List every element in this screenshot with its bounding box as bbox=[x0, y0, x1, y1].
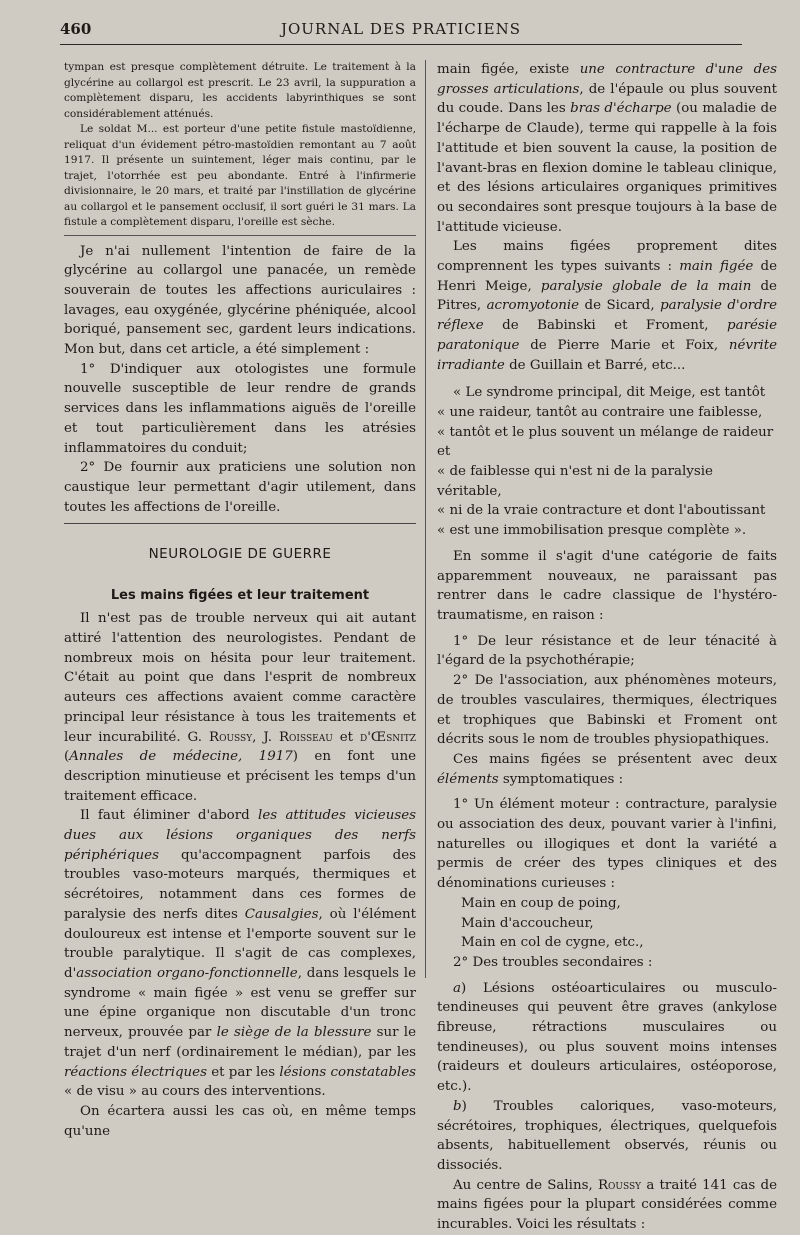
body-paragraph: b) Troubles caloriques, vaso-moteurs, sécrétoires, trophiques, électriques, quelquefois absents, habituellement observés, réunis ou dissociés. bbox=[437, 1098, 777, 1173]
column-divider bbox=[425, 60, 426, 978]
body-paragraph: En somme il s'agit d'une catégorie de faits apparemment nouveaux, ne paraissant pas rentrer dans le cadre classique de l'hystéro-traumatisme, en raison : bbox=[437, 548, 777, 623]
body-paragraph: Au centre de Salins, Roussy a traité 141 cas de mains figées pour la plupart considérées comme incurables. Voici les résultats : bbox=[437, 1177, 778, 1233]
list-item: Main d'accoucheur, bbox=[461, 915, 594, 931]
quote-line: « tantôt et le plus souvent un mélange de raideur et bbox=[437, 424, 774, 460]
case-paragraph-2: Le soldat M... est porteur d'une petite fistule mastoïdienne, reliquat d'un évidement pétro-mastoïdien remontant au 7 août 1917. Il présente un suintement, léger mais continu, par le trajet, l'otorrhée est peu abondante. Entré à l'infirmerie divisionnaire, le 20 mars, et traité par l'instillation de glycérine au collargol et le pansement occlusif, il sort guéri le 31 mars. La fistule a complètement disparu, l'oreille est sèche. bbox=[64, 123, 416, 228]
case-paragraph-1: tympan est presque complètement détruite. Le traitement à la glycérine au collargol est prescrit. Le 23 avril, la suppuration a complètement disparu, les accidents labyrinthiques se sont considérablement atténués. bbox=[64, 61, 416, 120]
list-item: Main en coup de poing, bbox=[461, 895, 621, 911]
section-rule bbox=[64, 523, 416, 524]
body-paragraph: 1° Un élément moteur : contracture, paralysie ou association des deux, pouvant varier à l'infini, naturelles ou illogiques et dont la variété a permis de créer des types cliniques et des dénominations curieuses : bbox=[437, 797, 777, 892]
body-paragraph: Ces mains figées se présentent avec deux éléments symptomatiques : bbox=[437, 751, 777, 787]
right-column bbox=[437, 60, 777, 1235]
body-paragraph: 2° Des troubles secondaires : bbox=[453, 954, 653, 970]
list-item: Main en col de cygne, etc., bbox=[461, 935, 644, 951]
section-title: NEUROLOGIE DE GUERRE bbox=[148, 546, 332, 563]
page-number: 460 bbox=[60, 20, 92, 38]
body-paragraph: Il faut éliminer d'abord les attitudes vicieuses dues aux lésions organiques des nerfs périphériques qu'accompagnent parfois des troubles vaso-moteurs marqués, thermiques et sécrétoires, notamment dans ces formes de paralysie des nerfs dites Causalgies, où l'élément douloureux est intense et l'emporte souvent sur le trouble paralytique. Il s'agit de cas complexes, d'association organo-fonctionnelle, dans lesquels le syndrome « main figée » est venu se greffer sur une épine organique non discutable d'un tronc nerveux, prouvée par le siège de la blessure sur le trajet d'un nerf (ordinairement le médian), par les réactions électriques et par les lésions constatables « de visu » au cours des interventions. bbox=[64, 808, 417, 1100]
body-paragraph: Je n'ai nullement l'intention de faire de la glycérine au collargol une panacée, un remède souverain de toutes les affections auriculaires : lavages, eau oxygénée, glycérine phéniquée, alcool boriqué, pansement sec, gardent leurs indications. Mon but, dans cet article, a été simplement : bbox=[64, 243, 416, 358]
article-title: Les mains figées et leur traitement bbox=[110, 588, 370, 604]
meige-quote bbox=[437, 383, 777, 541]
quote-line: « Le syndrome principal, dit Meige, est tantôt bbox=[453, 385, 766, 401]
small-text-separator bbox=[64, 235, 416, 236]
page-header bbox=[60, 18, 742, 45]
body-paragraph: 1° De leur résistance et de leur ténacité à l'égard de la psychothérapie; bbox=[437, 633, 777, 669]
quote-line: « de faiblesse qui n'est ni de la paralysie véritable, bbox=[437, 464, 713, 499]
quote-line: « ni de la vraie contracture et dont l'aboutissant bbox=[437, 503, 766, 519]
left-column bbox=[64, 60, 416, 1141]
body-paragraph: 1° D'indiquer aux otologistes une formule nouvelle susceptible de leur rendre de grands services dans les inflammations aiguës de l'oreille et tout particulièrement dans les atrésies inflammatoires du conduit; bbox=[64, 361, 416, 456]
body-paragraph: On écartera aussi les cas où, en même temps qu'une bbox=[64, 1103, 416, 1139]
quote-line: « est une immobilisation presque complète ». bbox=[437, 523, 747, 539]
body-paragraph: a) Lésions ostéoarticulaires ou musculo-tendineuses qui peuvent être graves (ankylose fibreuse, rétractions musculaires ou tendineuses), ou plus souvent moins intenses (raideurs et douleurs articulaires, ostéoporose, etc.). bbox=[437, 980, 777, 1095]
body-paragraph: 2° De fournir aux praticiens une solution non caustique leur permettant d'agir utilement, dans toutes les affections de l'oreille. bbox=[64, 460, 416, 515]
journal-title: JOURNAL DES PRATICIENS bbox=[280, 20, 522, 38]
body-paragraph: Il n'est pas de trouble nerveux qui ait autant attiré l'attention des neurologistes. Pendant de nombreux mois on hésita pour leur traitement. C'était au point que dans l'esprit de nombreux auteurs ces affections avaient comme caractère principal leur résistance à tous les traitements et leur incurabilité. G. Roussy, J. Roisseau et d'Œsnitz (Annales de médecine, 1917) en font une description minutieuse et précisent les temps d'un traitement efficace. bbox=[64, 611, 416, 804]
body-paragraph: main figée, existe une contracture d'une des grosses articulations, de l'épaule ou plus souvent du coude. Dans les bras d'écharpe (ou maladie de l'écharpe de Claude), terme qui rappelle à la fois l'attitude et bien souvent la cause, la position de l'avant-bras en flexion domine le tableau clinique, et des lésions articulaires organiques primitives ou secondaires sont presque toujours à la base de l'attitude vicieuse. bbox=[437, 62, 777, 235]
quote-line: « une raideur, tantôt au contraire une faiblesse, bbox=[437, 404, 763, 420]
body-paragraph: Les mains figées proprement dites comprennent les types suivants : main figée de Henri Meige, paralysie globale de la main de Pitres, acromyotonie de Sicard, paralysie d'ordre réflexe de Babinski et Froment, parésie paratonique de Pierre Marie et Foix, névrite irradiante de Guillain et Barré, etc... bbox=[437, 239, 777, 373]
body-paragraph: 2° De l'association, aux phénomènes moteurs, de troubles vasculaires, thermiques, électriques et trophiques que Babinski et Froment ont décrits sous le nom de troubles physiopathiques. bbox=[437, 673, 777, 748]
